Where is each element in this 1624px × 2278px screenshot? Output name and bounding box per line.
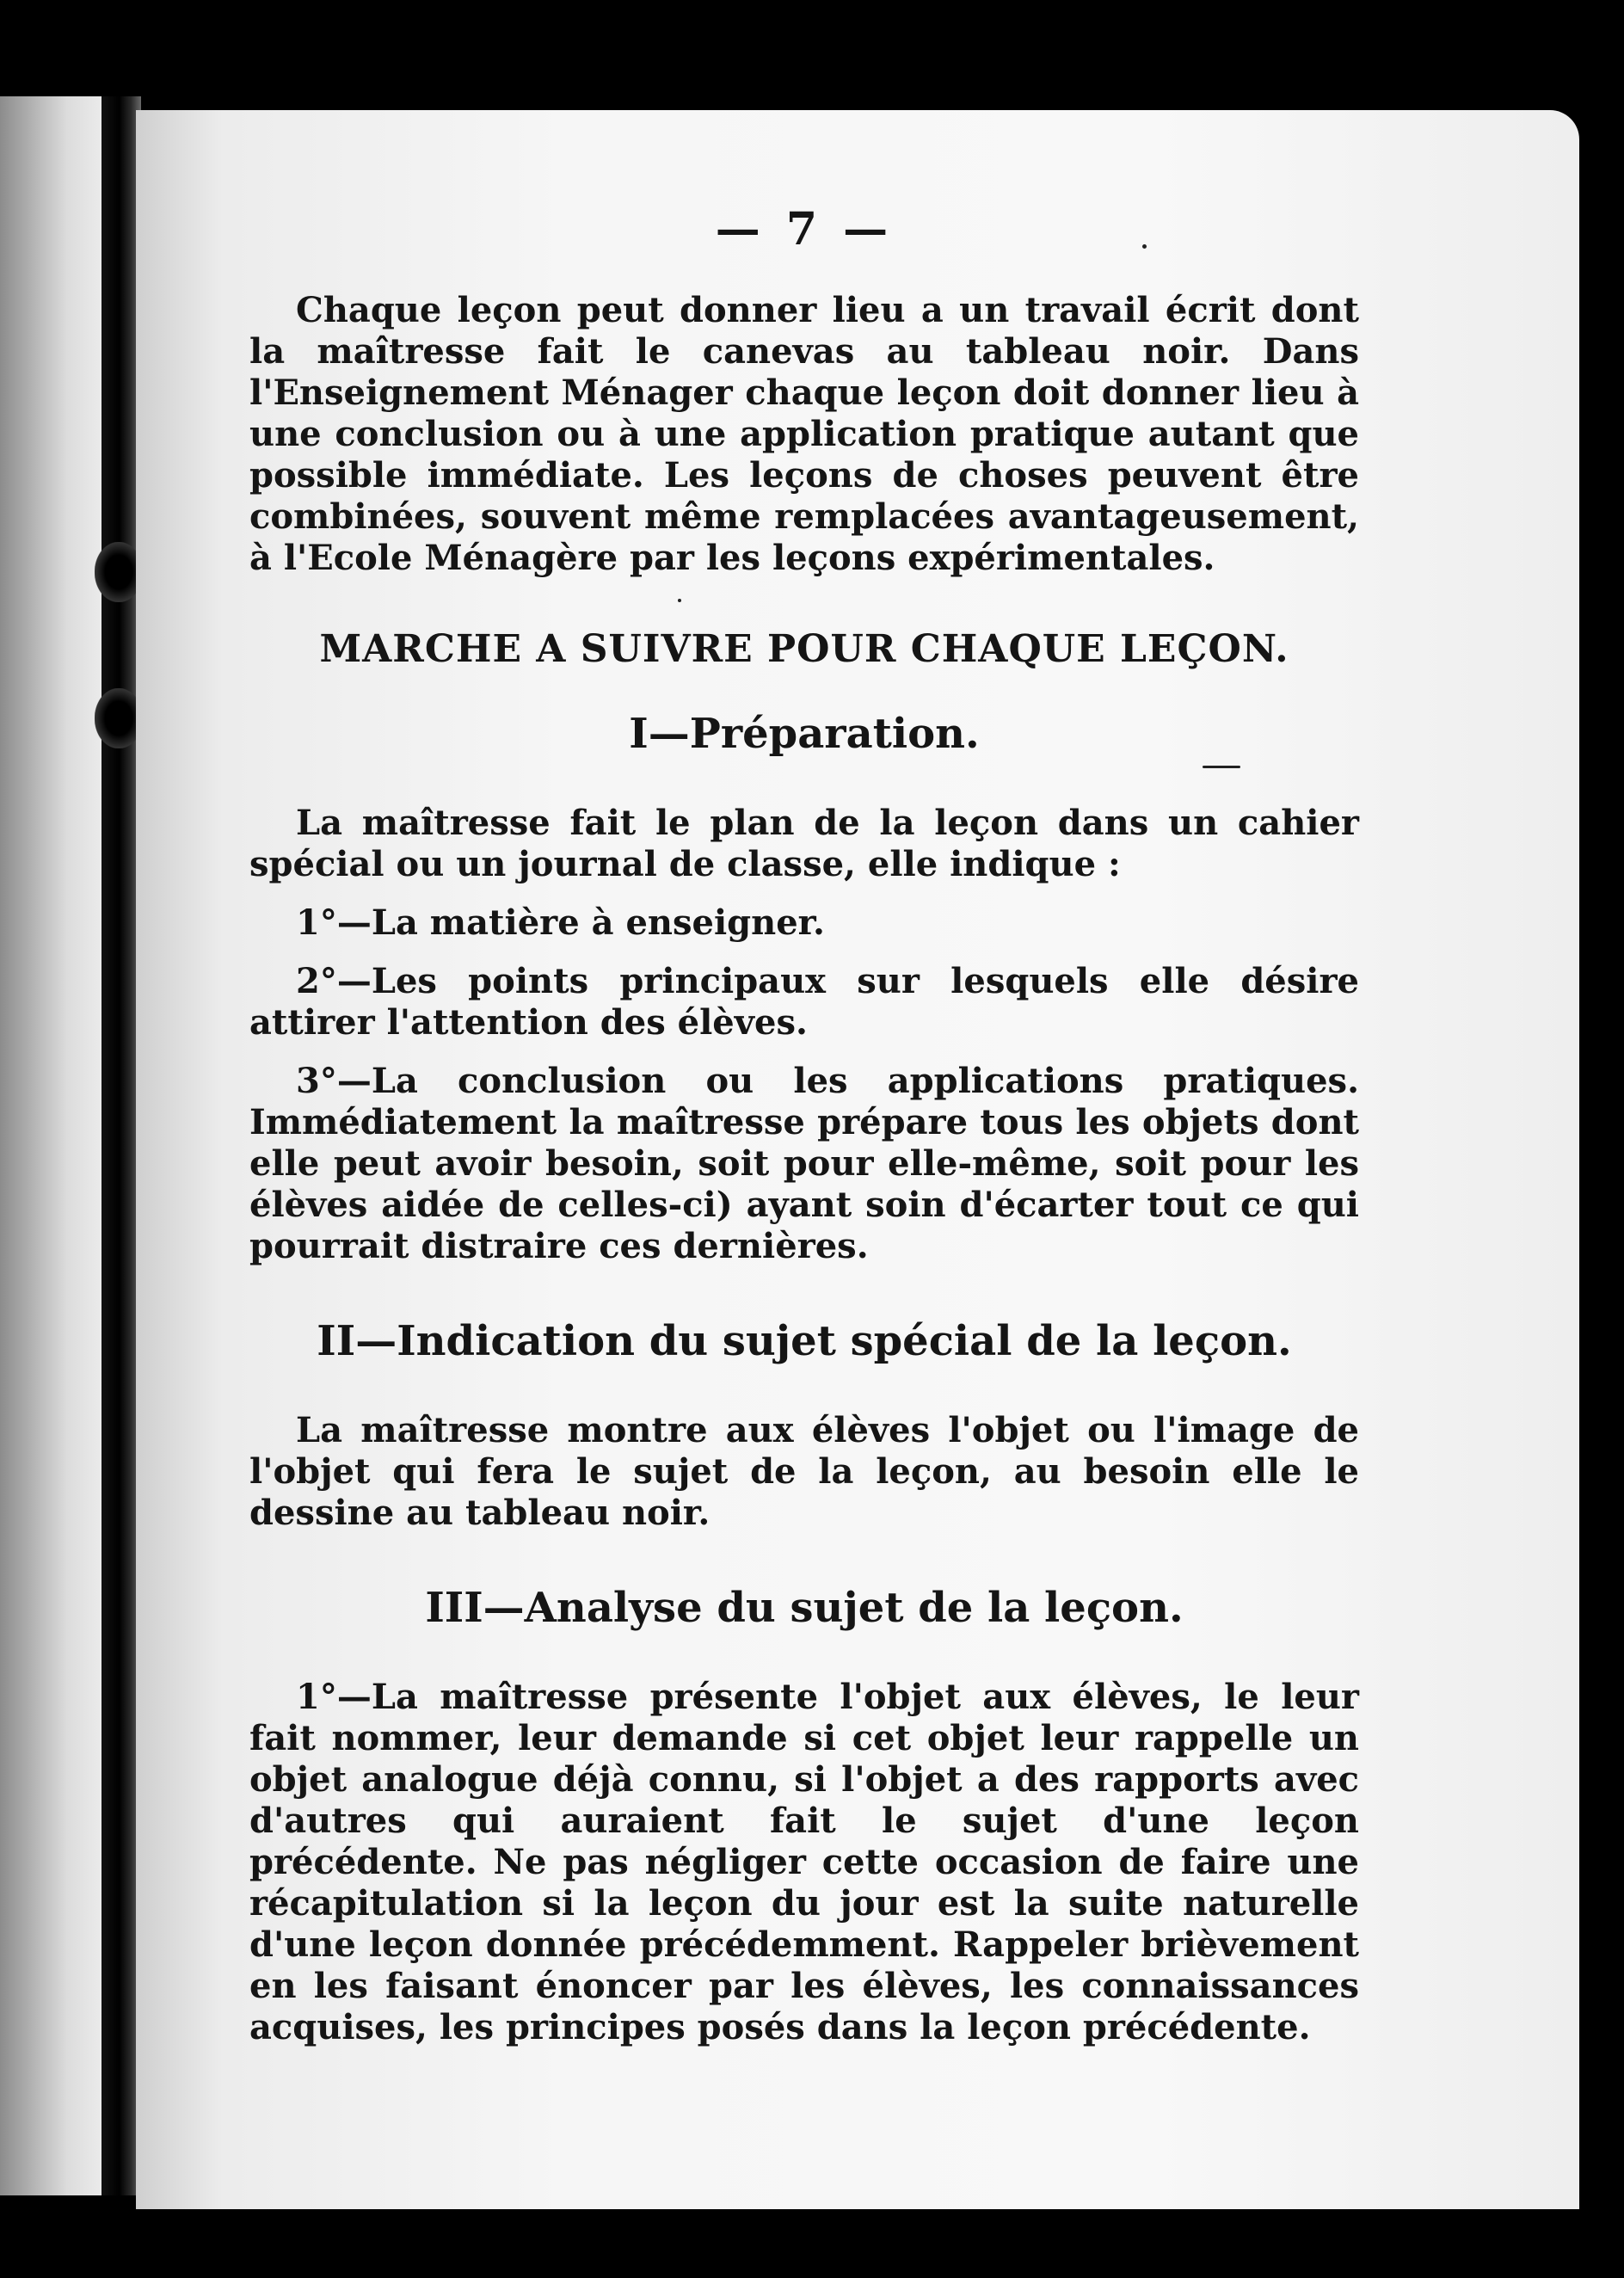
section-heading-analyse: III—Analyse du sujet de la leçon. <box>425 1584 1184 1632</box>
analyse-paragraph: 1°—La maîtresse présente l'objet aux élèves, le leur fait nommer, leur demande si cet objet leur rappelle un objet analogue déjà connu, si l'objet a des rapports avec d'autres qui auraient fait le sujet d'une leçon précédente. Ne pas négliger cette occasion de faire une récapitulation si la leçon du jour est la suite naturelle d'une leçon donnée précédemment. Rappeler brièvement en les faisant énoncer par les élèves, les connaissances acquises, les principes posés dans la leçon précédente. <box>249 1677 1359 2047</box>
list-item: 3°—La conclusion ou les applications pratiques. Immédiatement la maîtresse prépare tous les objets dont elle peut avoir besoin, soit pour elle-même, soit pour les élèves aidée de celles-ci) ayant soin d'écarter tout ce qui pourrait distraire ces dernières. <box>249 1061 1359 1266</box>
page-content <box>249 203 1359 2048</box>
main-heading: MARCHE A SUIVRE POUR CHAQUE LEÇON. <box>319 627 1289 671</box>
page-number: — 7 — <box>715 203 894 256</box>
list-item: 1°—La matière à enseigner. <box>296 902 825 943</box>
facing-page-edge <box>0 96 112 2195</box>
section-heading-indication: II—Indication du sujet spécial de la leçon. <box>317 1317 1292 1365</box>
section-heading-preparation: I—Préparation. <box>629 710 980 758</box>
preparation-paragraph: La maîtresse fait le plan de la leçon dans un cahier spécial ou un journal de classe, elle indique : <box>249 803 1359 884</box>
list-item: 2°—Les points principaux sur lesquels elle désire attirer l'attention des élèves. <box>249 961 1359 1043</box>
intro-paragraph: Chaque leçon peut donner lieu a un travail écrit dont la maîtresse fait le canevas au tableau noir. Dans l'Enseignement Ménager chaque leçon doit donner lieu à une conclusion ou à une application pratique autant que possible immédiate. Les leçons de choses peuvent être combinées, souvent même remplacées avantageusement, à l'Ecole Ménagère par les leçons expérimentales. <box>249 290 1359 578</box>
indication-paragraph: La maîtresse montre aux élèves l'objet ou l'image de l'objet qui fera le sujet de la leçon, au besoin elle le dessine au tableau noir. <box>249 1410 1359 1533</box>
